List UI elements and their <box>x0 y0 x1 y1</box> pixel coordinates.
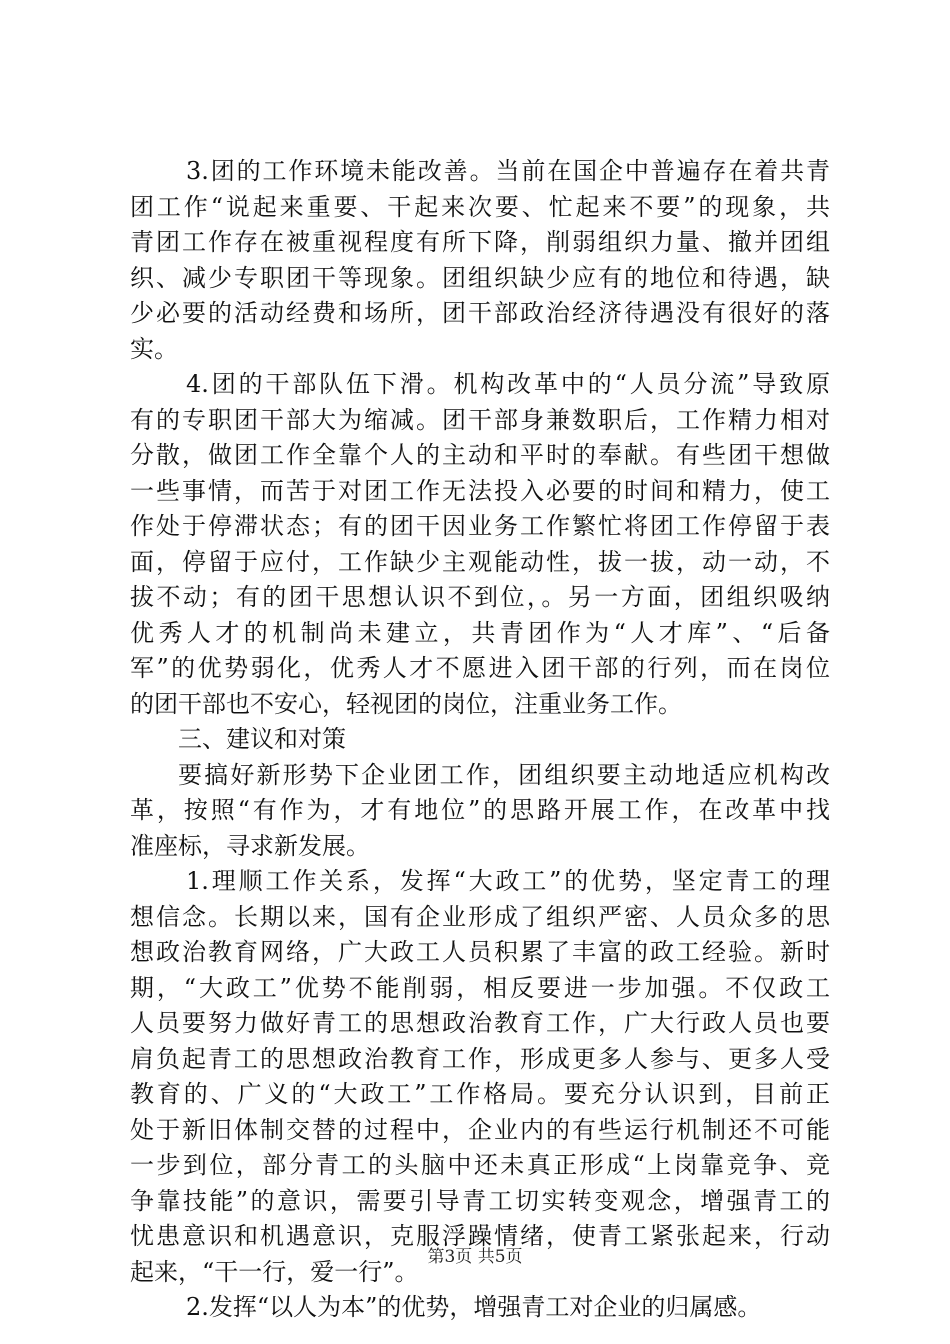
paragraph-line: 人员要努力做好青工的思想政治教育工作，广大行政人员也要 <box>130 1009 830 1037</box>
paragraph-line: 有的专职团干部大为缩减。团干部身兼数职后，工作精力相对 <box>130 405 830 434</box>
paragraph-line: 团工作“说起来重要、干起来次要、忙起来不要”的现象，共 <box>130 192 830 221</box>
paragraph-line: 处于新旧体制交替的过程中，企业内的有些运行机制还不可能 <box>130 1115 830 1144</box>
paragraph-line: 实。 <box>130 334 178 363</box>
paragraph-line: 一些事情，而苦于对团工作无法投入必要的时间和精力，使工 <box>130 476 830 505</box>
paragraph-line: 教育的、广义的“大政工”工作格局。要充分认识到，目前正 <box>130 1080 830 1108</box>
paragraph-line: 优秀人才的机制尚未建立，共青团作为“人才库”、“后备 <box>130 618 830 647</box>
paragraph-line: 4.团的干部队伍下滑。机构改革中的“人员分流”导致原 <box>186 370 830 398</box>
paragraph-line: 革，按照“有作为，才有地位”的思路开展工作，在改革中找 <box>130 796 830 824</box>
paragraph-line: 起来，“干一行，爱一行”。 <box>130 1257 419 1286</box>
paragraph-line: 一步到位，部分青工的头脑中还未真正形成“上岗靠竞争、竞 <box>130 1151 830 1179</box>
paragraph-line: 军”的优势弱化，优秀人才不愿进入团干部的行列，而在岗位 <box>130 654 830 682</box>
paragraph-line: 3.团的工作环境未能改善。当前在国企中普遍存在着共青 <box>186 157 830 185</box>
paragraph-line: 青团工作存在被重视程度有所下降，削弱组织力量、撤并团组 <box>130 228 830 256</box>
paragraph-line: 的团干部也不安心，轻视团的岗位，注重业务工作。 <box>130 689 682 718</box>
paragraph-line: 想政治教育网络，广大政工人员积累了丰富的政工经验。新时 <box>130 938 830 966</box>
paragraph-line: 分散，做团工作全靠个人的主动和平时的奉献。有些团干想做 <box>130 441 830 469</box>
paragraph-line: 想信念。长期以来，国有企业形成了组织严密、人员众多的思 <box>130 902 830 931</box>
page-footer: 第3页 共5页 <box>427 1247 523 1267</box>
paragraph-line: 作处于停滞状态；有的团干因业务工作繁忙将团工作停留于表 <box>130 512 830 540</box>
paragraph-line: 准座标，寻求新发展。 <box>130 831 370 860</box>
paragraph-line: 期，“大政工”优势不能削弱，相反要进一步加强。不仅政工 <box>130 973 830 1002</box>
paragraph-line: 忧患意识和机遇意识，克服浮躁情绪，使青工紧张起来，行动 <box>130 1222 830 1250</box>
paragraph-line: 1.理顺工作关系，发挥“大政工”的优势，坚定青工的理 <box>186 867 830 895</box>
paragraph-line: 少必要的活动经费和场所，团干部政治经济待遇没有很好的落 <box>130 299 830 327</box>
paragraph-line: 肩负起青工的思想政治教育工作，形成更多人参与、更多人受 <box>130 1044 830 1073</box>
paragraph-line: 拔不动；有的团干思想认识不到位，。另一方面，团组织吸纳 <box>130 583 830 611</box>
section-heading: 三、建议和对策 <box>178 725 346 753</box>
paragraph-line: 2.发挥“以人为本”的优势，增强青工对企业的归属感。 <box>186 1293 762 1321</box>
paragraph-line: 织、减少专职团干等现象。团组织缺少应有的地位和待遇，缺 <box>130 263 830 292</box>
paragraph-line: 要搞好新形势下企业团工作，团组织要主动地适应机构改 <box>178 760 830 789</box>
document-body <box>130 154 830 1326</box>
paragraph-line: 争靠技能”的意识，需要引导青工切实转变观念，增强青工的 <box>130 1186 830 1215</box>
paragraph-line: 面，停留于应付，工作缺少主观能动性，拔一拔，动一动，不 <box>130 547 830 576</box>
